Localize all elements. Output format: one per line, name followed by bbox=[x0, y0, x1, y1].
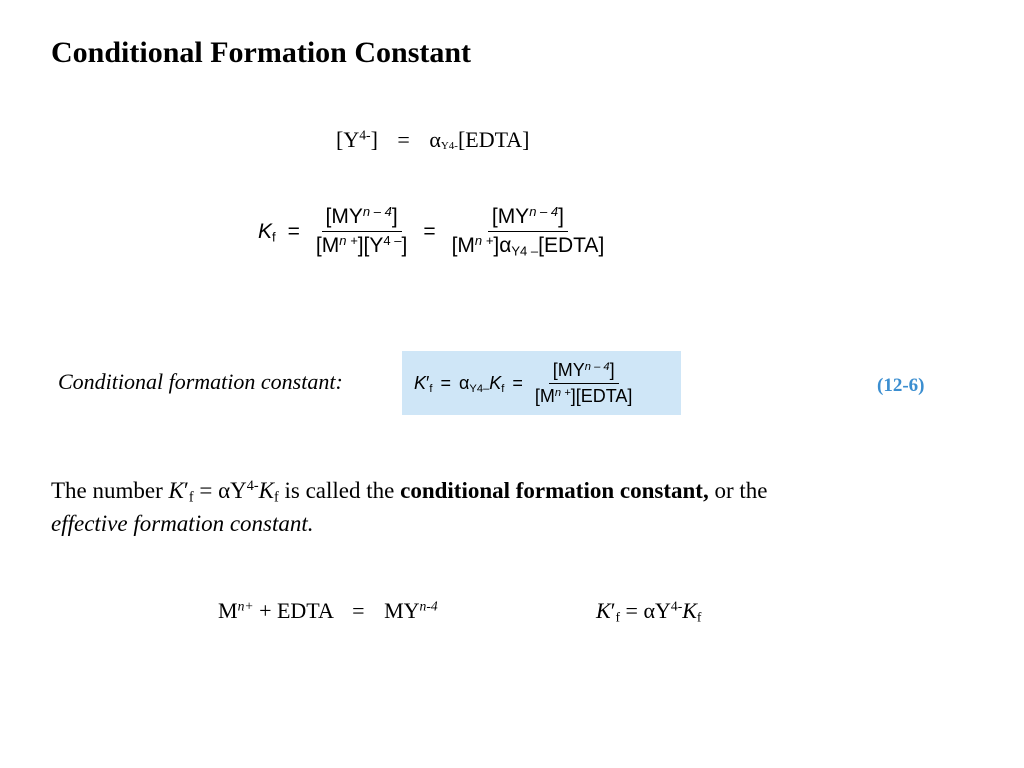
kf-fraction-1: $\frac{[MY^{n - 4}]}{[M^{n +}][Y^{4 -}]}$ bbox=[315, 203, 408, 257]
kf-fraction-2: $\frac{[MY^{n - 4}]}{[M^{n +}]\alpha_{Y4 -}[EDTA]}$ bbox=[451, 203, 605, 259]
conditional-formation-box: $K'_f$ = $\alpha_{Y4-}K_f$ = $\frac{[MY^{n - 4}]}{[M^{n +}][EDTA]}$ bbox=[402, 351, 681, 415]
y4-alpha-equation: $[Y^{4-}]$ = αY4-[EDTA] bbox=[336, 127, 530, 152]
conditional-constant-relation: $K'_f = \alpha Y^{4-}K_f$ bbox=[596, 598, 702, 625]
formation-constant-equation: $K_f$ = $\frac{[MY^{n - 4}]}{[M^{n +}][Y^{4 -}]}$ = $\frac{[MY^{n - 4}]}{[M^{n +}]\alpha_{Y4 -}[EDTA]}$ bbox=[258, 205, 608, 258]
conditional-formation-label: Conditional formation constant: bbox=[58, 369, 343, 394]
conditional-fraction: $\frac{[MY^{n - 4}]}{[M^{n +}][EDTA]}$ bbox=[534, 359, 633, 406]
equation-number: (12-6) bbox=[877, 375, 925, 396]
complexation-reaction: $M^{n+}$ + EDTA = MY$^{n-4}$ bbox=[218, 598, 438, 623]
page-title: Conditional Formation Constant bbox=[51, 36, 472, 69]
explanation-paragraph: The number $K'_f = \alpha Y^{4-}K_f$ is called the conditional formation constant, or the effective formation constant. bbox=[51, 478, 768, 536]
